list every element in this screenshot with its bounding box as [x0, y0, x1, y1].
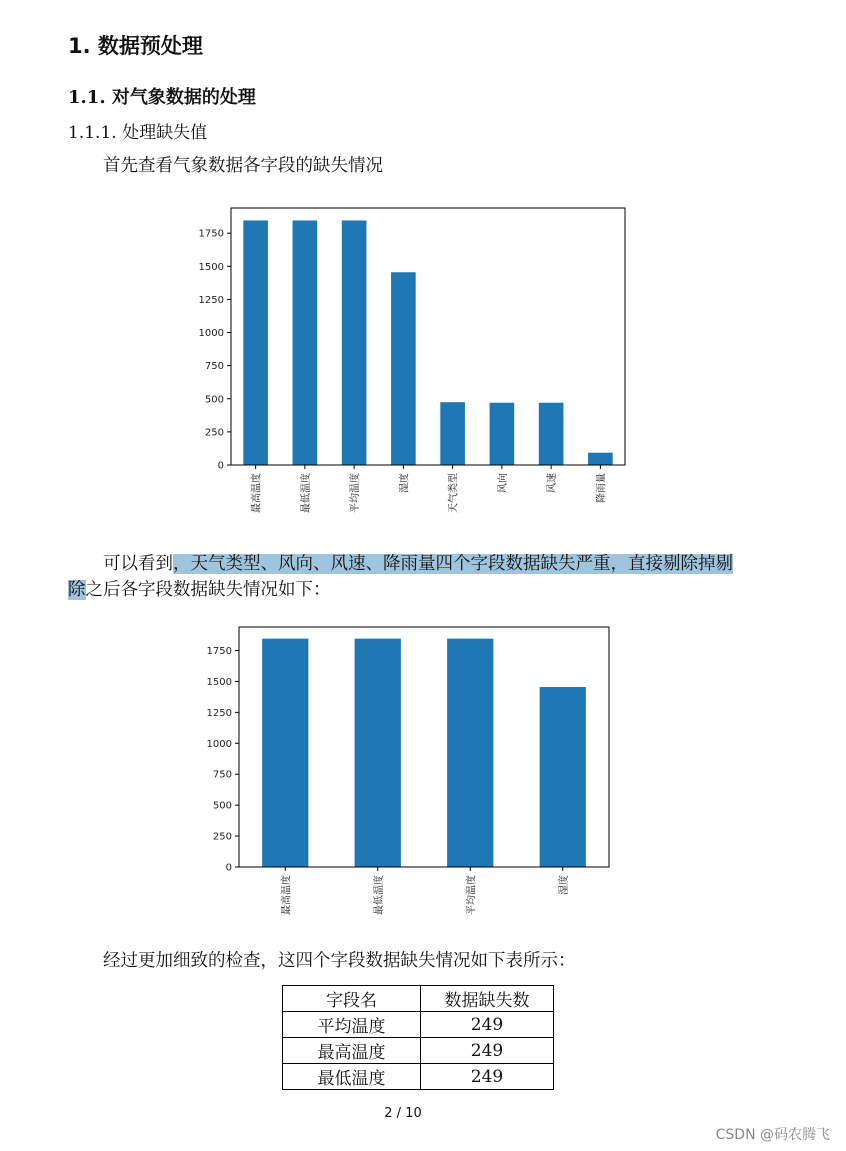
- y-tick-label: 1500: [198, 261, 224, 273]
- section-heading-1-1: 1.1. 对气象数据的处理: [68, 87, 256, 108]
- y-tick-label: 500: [204, 394, 224, 406]
- table-header-cell: 字段名: [283, 986, 421, 1012]
- x-tick-label: 风向: [497, 473, 509, 493]
- y-tick-label: 1250: [198, 294, 224, 306]
- table-cell: 249: [421, 1038, 554, 1064]
- y-tick-label: 750: [212, 769, 232, 781]
- chart-bar: [540, 687, 586, 867]
- x-tick-label: 降雨量: [596, 473, 608, 503]
- section-heading-1-1-1: 1.1.1. 处理缺失值: [68, 123, 208, 143]
- y-tick-label: 1250: [206, 707, 232, 719]
- table-cell: 最低温度: [283, 1064, 421, 1090]
- x-tick-label: 最高温度: [251, 473, 263, 513]
- y-tick-label: 500: [212, 800, 232, 812]
- y-tick-label: 750: [204, 361, 224, 373]
- missing-count-table: [282, 985, 554, 1090]
- y-tick-label: 1500: [206, 676, 232, 688]
- chart-bar: [440, 402, 465, 465]
- chart-bar: [490, 403, 515, 465]
- x-tick-label: 湿度: [558, 875, 570, 895]
- highlighted-text: 除掉剔除: [68, 554, 733, 600]
- x-tick-label: 天气类型: [448, 473, 460, 513]
- table-header-row: [283, 986, 554, 1012]
- missing-values-chart-remaining: [180, 620, 640, 930]
- table-cell: 最高温度: [283, 1038, 421, 1064]
- x-tick-label: 最低温度: [300, 473, 312, 513]
- table-row: [283, 1038, 554, 1064]
- x-tick-label: 最高温度: [281, 875, 293, 915]
- table-row: [283, 1012, 554, 1038]
- chart-bar: [447, 639, 493, 867]
- plot-frame: [231, 208, 625, 465]
- x-tick-label: 湿度: [399, 473, 411, 493]
- chart-bar: [342, 220, 367, 465]
- table-row: [283, 1064, 554, 1090]
- highlighted-text: ，天气类型、风向、风速、降雨量四个字段数据缺失严重，直接剔: [173, 554, 681, 574]
- chart-bar: [262, 639, 308, 867]
- y-tick-label: 0: [225, 862, 232, 874]
- y-tick-label: 1750: [198, 228, 224, 240]
- paragraph-drop-fields: [68, 551, 738, 603]
- section-heading-1: 1. 数据预处理: [68, 34, 203, 58]
- chart-bar: [391, 272, 416, 465]
- table-cell: 平均温度: [283, 1012, 421, 1038]
- table-header-cell: 数据缺失数: [421, 986, 554, 1012]
- chart-bar: [243, 220, 268, 465]
- paragraph-table-intro: 经过更加细致的检查，这四个字段数据缺失情况如下表所示：: [103, 951, 576, 971]
- y-tick-label: 250: [212, 831, 232, 843]
- y-tick-label: 1750: [206, 646, 232, 658]
- missing-values-chart-all: [180, 200, 640, 530]
- chart-bar: [539, 403, 564, 465]
- y-tick-label: 1000: [198, 328, 224, 340]
- chart-bar: [588, 453, 613, 465]
- watermark: CSDN @码农腾飞: [715, 1127, 830, 1143]
- table-cell: 249: [421, 1064, 554, 1090]
- paragraph-text: 之后各字段数据缺失情况如下：: [85, 580, 331, 600]
- x-tick-label: 平均温度: [466, 875, 478, 915]
- y-tick-label: 250: [204, 427, 224, 439]
- y-tick-label: 1000: [206, 738, 232, 750]
- y-tick-label: 0: [217, 460, 224, 472]
- table-cell: 249: [421, 1012, 554, 1038]
- paragraph-intro: 首先查看气象数据各字段的缺失情况: [103, 156, 383, 176]
- x-tick-label: 最低温度: [373, 875, 385, 915]
- paragraph-text: 可以看到: [103, 554, 173, 574]
- page-number: 2 / 10: [384, 1106, 422, 1121]
- x-tick-label: 平均温度: [350, 473, 362, 513]
- chart-bar: [355, 639, 401, 867]
- chart-bar: [293, 220, 318, 465]
- x-tick-label: 风速: [547, 473, 559, 493]
